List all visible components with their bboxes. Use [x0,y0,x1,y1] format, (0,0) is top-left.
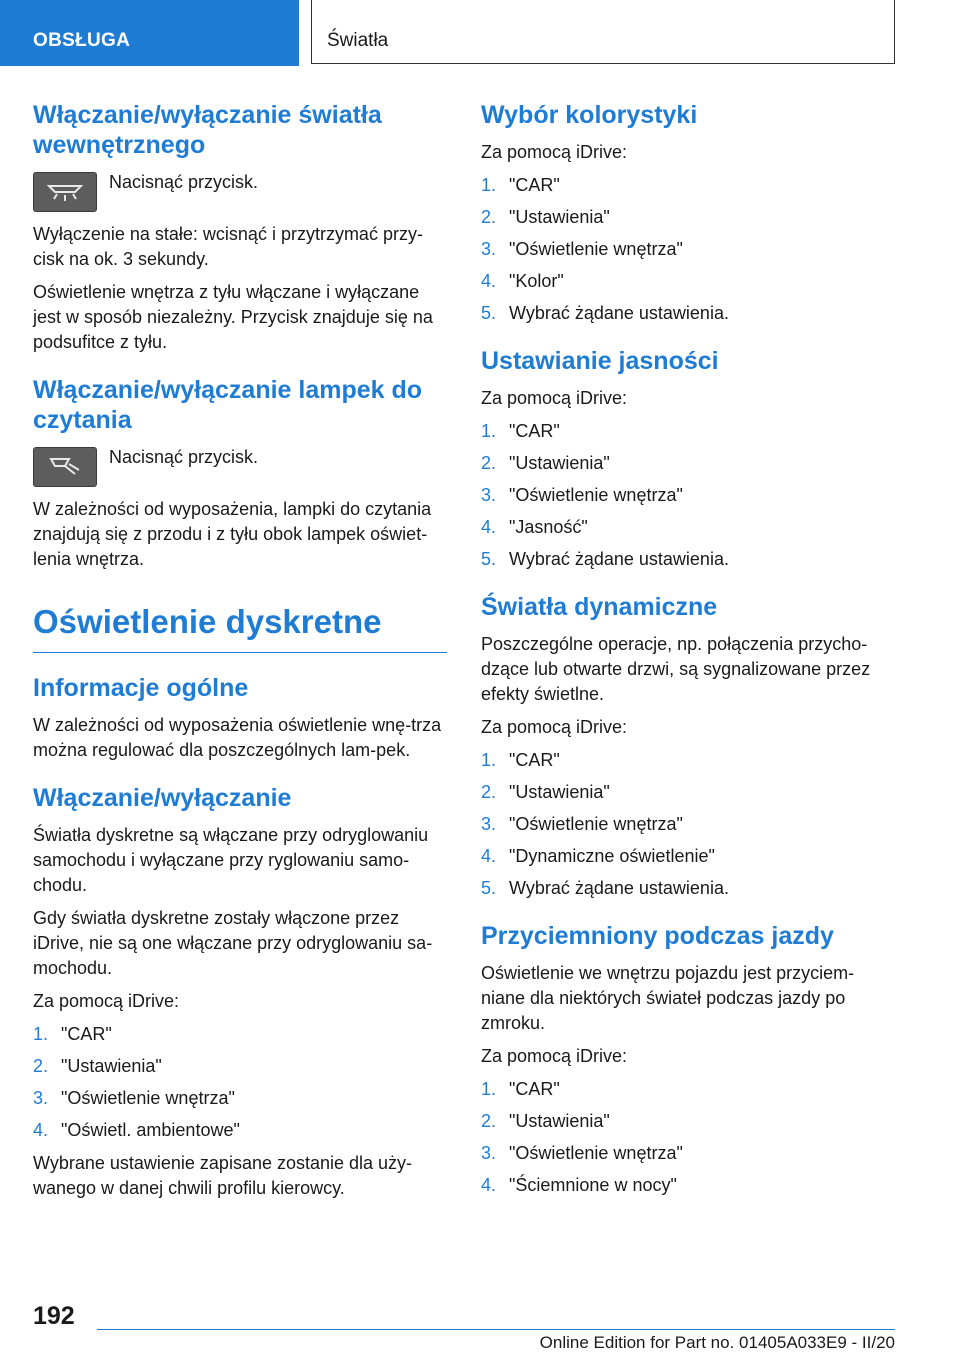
right-column [481,100,895,1218]
on-off-para-1: Światła dyskretne są włączane przy odryglowaniu samochodu i wyłączane przy ryglowaniu samo-chodu. [33,825,429,895]
color-section [481,100,895,326]
color-heading: Wybór kolorystyki [481,101,698,129]
list-item: 1. "CAR" [481,1079,560,1099]
list-item: 4. "Jasność" [481,517,588,537]
on-off-section [33,783,447,1201]
dynamic-light-para-1: Poszczególne operacje, np. połączenia przycho-dzące lub otwarte drzwi, są sygnalizowane przez efekty świetlne. [481,634,871,704]
ambient-light-chapter-heading: Oświetlenie dyskretne [33,602,447,653]
list-item: 5. Wybrać żądane ustawienia. [481,878,729,898]
dynamic-light-para-2: Za pomocą iDrive: [481,717,628,737]
list-item: 1. "CAR" [481,421,560,441]
reading-light-para-1: W zależności od wyposażenia, lampki do czytania znajdują się z przodu i z tyłu obok lampek oświet-lenia wnętrza. [33,499,432,569]
dimmed-driving-para-2: Za pomocą iDrive: [481,1046,628,1066]
list-item: 3. "Oświetlenie wnętrza" [481,1143,683,1163]
interior-light-para-2: Oświetlenie wnętrza z tyłu włączane i wyłączane jest w sposób niezależny. Przycisk znajduje się na podsufitce z tyłu. [33,282,433,352]
brightness-heading: Ustawianie jasności [481,347,719,375]
reading-light-icon [33,447,97,487]
brightness-intro: Za pomocą iDrive: [481,388,628,408]
interior-light-para-1: Wyłączenie na stałe: wcisnąć i przytrzymać przy-cisk na ok. 3 sekundy. [33,224,423,269]
on-off-heading: Włączanie/wyłączanie [33,784,292,812]
dimmed-driving-section [481,921,895,1198]
dynamic-light-steps [481,748,895,901]
list-item: 3. "Oświetlenie wnętrza" [33,1088,235,1108]
list-item: 2. "Ustawienia" [481,207,610,227]
color-steps [481,173,895,326]
footer-divider [97,1329,895,1330]
list-item: 1. "CAR" [33,1024,112,1044]
on-off-para-3: Za pomocą iDrive: [33,991,180,1011]
list-item: 4. "Oświetl. ambientowe" [33,1120,240,1140]
list-item: 2. "Ustawienia" [481,1111,610,1131]
ambient-light-chapter [33,602,447,653]
interior-light-button-row [33,170,447,212]
list-item: 5. Wybrać żądane ustawienia. [481,549,729,569]
list-item: 4. "Kolor" [481,271,564,291]
page-header-title: Światła [311,0,895,64]
interior-light-instruction: Nacisnąć przycisk. [109,172,259,192]
list-item: 2. "Ustawienia" [481,782,610,802]
color-intro: Za pomocą iDrive: [481,142,628,162]
list-item: 2. "Ustawienia" [481,453,610,473]
reading-light-heading: Włączanie/wyłączanie lampek do czytania [33,376,423,434]
general-info-para-1: W zależności od wyposażenia oświetlenie wnę-trza można regulować dla poszczególnych lam-pek. [33,715,442,760]
dynamic-light-heading: Światła dynamiczne [481,593,718,621]
dimmed-driving-para-1: Oświetlenie we wnętrzu pojazdu jest przyciem-niane dla niektórych świateł podczas jazdy po zmroku. [481,963,855,1033]
list-item: 1. "CAR" [481,175,560,195]
footer-edition: Online Edition for Part no. 01405A033E9 - II/20 [539,1333,895,1352]
reading-light-button-row [33,445,447,487]
dimmed-driving-heading: Przyciemniony podczas jazdy [481,922,834,950]
list-item: 4. "Ściemnione w nocy" [481,1175,677,1195]
page-number: 192 [33,1302,75,1330]
on-off-para-4: Wybrane ustawienie zapisane zostanie dla uży-wanego w danej chwili profilu kierowcy. [33,1153,413,1198]
list-item: 3. "Oświetlenie wnętrza" [481,485,683,505]
reading-light-instruction: Nacisnąć przycisk. [109,447,259,467]
list-item: 3. "Oświetlenie wnętrza" [481,239,683,259]
list-item: 4. "Dynamiczne oświetlenie" [481,846,715,866]
on-off-para-2: Gdy światła dyskretne zostały włączone przez iDrive, nie są one włączane przy odryglowaniu sa-mochodu. [33,908,433,978]
list-item: 3. "Oświetlenie wnętrza" [481,814,683,834]
reading-light-section [33,375,447,572]
brightness-steps [481,419,895,572]
interior-light-icon [33,172,97,212]
list-item: 5. Wybrać żądane ustawienia. [481,303,729,323]
brightness-section [481,346,895,572]
dimmed-driving-steps [481,1077,895,1198]
dynamic-light-section [481,592,895,901]
section-tab: OBSŁUGA [0,0,299,66]
list-item: 1. "CAR" [481,750,560,770]
list-item: 2. "Ustawienia" [33,1056,162,1076]
interior-light-heading: Włączanie/wyłączanie światła wewnętrznego [33,101,382,159]
general-info-heading: Informacje ogólne [33,674,249,702]
interior-light-section [33,100,447,355]
left-column [33,100,447,1221]
general-info-section [33,673,447,763]
on-off-steps [33,1022,447,1143]
